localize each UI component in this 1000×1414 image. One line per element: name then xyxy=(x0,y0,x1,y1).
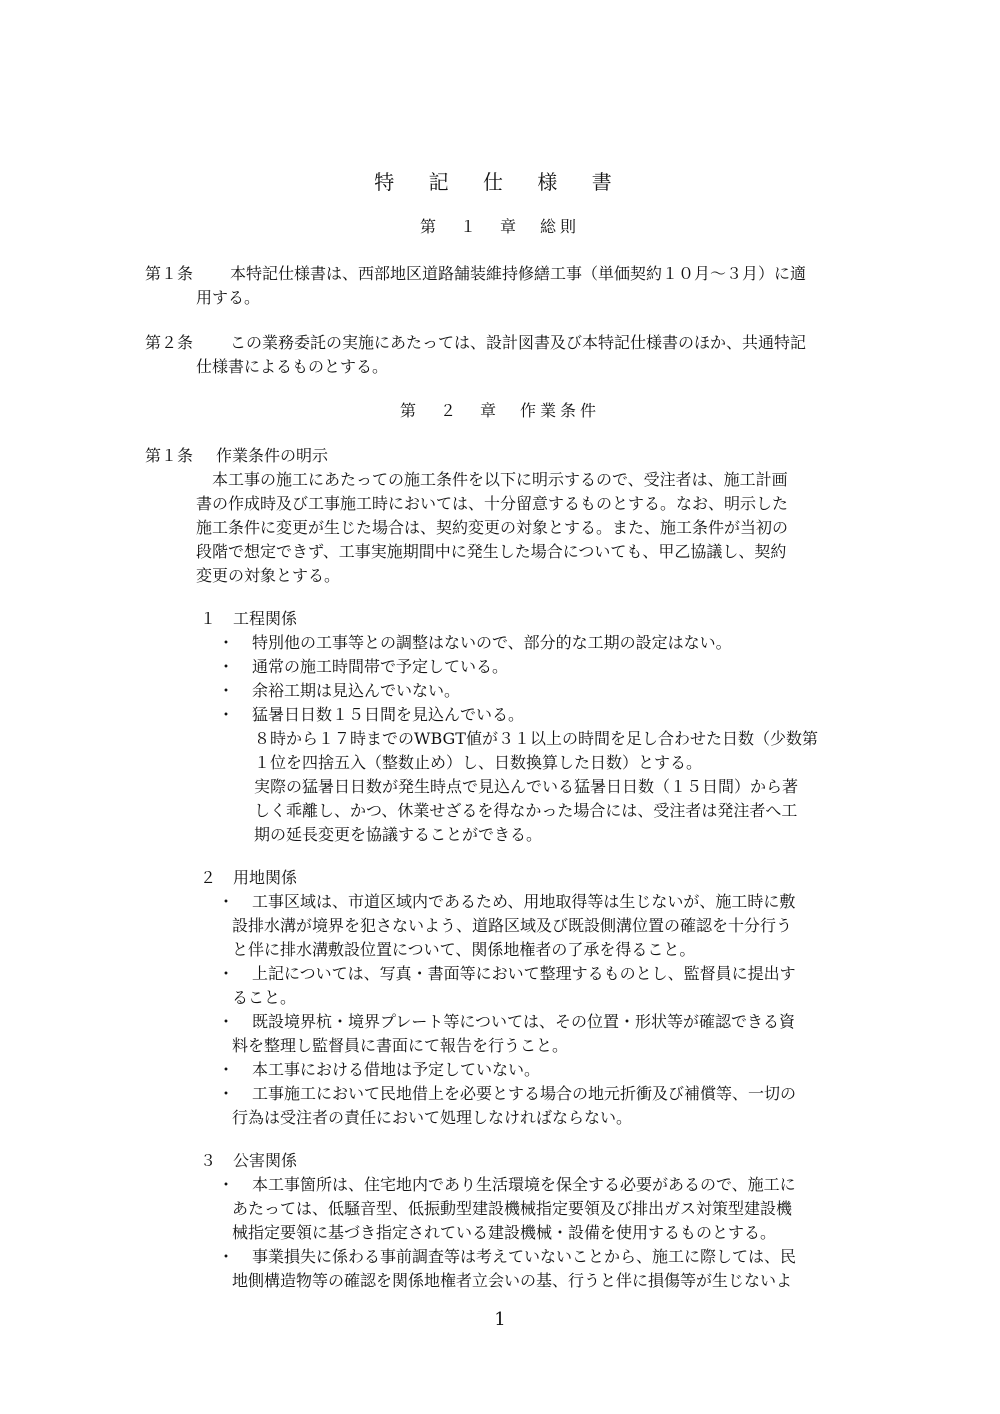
section-2-bullet-1-line: と伴に排水溝敷設位置について、関係地権者の了承を得ること。 xyxy=(232,940,696,959)
ch2-article-1-title: 作業条件の明示 xyxy=(216,446,329,465)
section-2-bullet-4-line: 本工事における借地は予定していない。 xyxy=(252,1060,541,1079)
ch2-article-1-label: 第１条 xyxy=(145,446,194,465)
section-2-bullet-2-line: 上記については、写真・書面等において整理するものとし、監督員に提出す xyxy=(252,964,796,983)
bullet-mark: ・ xyxy=(218,657,235,676)
bullet-mark: ・ xyxy=(218,1012,235,1031)
section-2-number: ２ xyxy=(200,868,217,887)
section-3-number: ３ xyxy=(200,1151,217,1170)
ch1-article-2-line-2: 仕様書によるものとする。 xyxy=(196,357,389,376)
section-1-bullet: 通常の施工時間帯で予定している。 xyxy=(252,657,509,676)
section-2-title: 用地関係 xyxy=(233,868,298,887)
ch1-article-2-label: 第２条 xyxy=(145,333,194,352)
section-2-bullet-5-line: 工事施工において民地借上を必要とする場合の地元折衝及び補償等、一切の xyxy=(252,1084,797,1103)
section-1-subtext-line: しく乖離し、かつ、休業せざるを得なかった場合には、受注者は発注者へ工 xyxy=(254,801,798,820)
section-3-bullet-2-line: 事業損失に係わる事前調査等は考えていないことから、施工に際しては、民 xyxy=(252,1247,797,1266)
chapter-1-heading: 第 １ 章 総則 xyxy=(419,217,580,236)
section-1-subtext-line: 期の延長変更を協議することができる。 xyxy=(254,825,543,844)
section-3-bullet-2-line: 地側構造物等の確認を関係地権者立会いの基、行うと伴に損傷等が生じないよ xyxy=(232,1271,793,1290)
section-1-number: １ xyxy=(200,609,217,628)
bullet-mark: ・ xyxy=(218,633,235,652)
section-3-bullet-1-line: 械指定要領に基づき指定されている建設機械・設備を使用するものとする。 xyxy=(232,1223,777,1242)
section-1-subtext-line: １位を四捨五入（整数止め）し、日数換算した日数）とする。 xyxy=(254,753,703,772)
bullet-mark: ・ xyxy=(218,1084,235,1103)
ch2-article-1-para-line: 変更の対象とする。 xyxy=(196,566,341,585)
ch2-article-1-para-line: 段階で想定できず、工事実施期間中に発生した場合についても、甲乙協議し、契約 xyxy=(196,542,787,561)
ch1-article-1-line-1: 本特記仕様書は、西部地区道路舗装維持修繕工事（単価契約１０月～３月）に適 xyxy=(230,264,807,283)
section-2-bullet-2-line: ること。 xyxy=(232,988,297,1007)
section-2-bullet-1-line: 設排水溝が境界を犯さないよう、道路区域及び既設側溝位置の確認を十分行う xyxy=(232,916,793,935)
ch2-article-1-para-line: 書の作成時及び工事施工時においては、十分留意するものとする。なお、明示した xyxy=(196,494,789,513)
section-1-title: 工程関係 xyxy=(233,609,298,628)
bullet-mark: ・ xyxy=(218,892,235,911)
section-2-bullet-5-line: 行為は受注者の責任において処理しなければならない。 xyxy=(232,1108,633,1127)
ch1-article-1-line-2: 用する。 xyxy=(196,288,261,307)
section-1-subtext-line: 実際の猛暑日日数が発生時点で見込んでいる猛暑日日数（１５日間）から著 xyxy=(254,777,799,796)
section-3-bullet-1-line: あたっては、低騒音型、低振動型建設機械指定要領及び排出ガス対策型建設機 xyxy=(232,1199,793,1218)
bullet-mark: ・ xyxy=(218,681,235,700)
bullet-mark: ・ xyxy=(218,964,235,983)
document-title: 特 記 仕 様 書 xyxy=(374,170,626,194)
section-2-bullet-3-line: 既設境界杭・境界プレート等については、その位置・形状等が確認できる資 xyxy=(252,1012,796,1031)
section-1-bullet: 特別他の工事等との調整はないので、部分的な工期の設定はない。 xyxy=(252,633,732,652)
ch1-article-2-line-1: この業務委託の実施にあたっては、設計図書及び本特記仕様書のほか、共通特記 xyxy=(230,333,807,352)
section-2-bullet-3-line: 料を整理し監督員に書面にて報告を行うこと。 xyxy=(232,1036,569,1055)
section-1-subtext-line: ８時から１７時までのWBGT値が３１以上の時間を足し合わせた日数（少数第 xyxy=(254,729,818,748)
bullet-mark: ・ xyxy=(218,1247,235,1266)
bullet-mark: ・ xyxy=(218,705,235,724)
section-3-title: 公害関係 xyxy=(233,1151,298,1170)
page-number: 1 xyxy=(494,1309,506,1330)
bullet-mark: ・ xyxy=(218,1175,235,1194)
ch1-article-1-label: 第１条 xyxy=(145,264,194,283)
ch2-article-1-para-line: 本工事の施工にあたっての施工条件を以下に明示するので、受注者は、施工計画 xyxy=(196,470,788,489)
section-1-bullet: 余裕工期は見込んでいない。 xyxy=(252,681,461,700)
ch2-article-1-para-line: 施工条件に変更が生じた場合は、契約変更の対象とする。また、施工条件が当初の xyxy=(196,518,789,537)
bullet-mark: ・ xyxy=(218,1060,235,1079)
chapter-2-heading: 第 ２ 章 作業条件 xyxy=(399,401,600,420)
section-1-bullet: 猛暑日日数１５日間を見込んでいる。 xyxy=(252,705,525,724)
section-3-bullet-1-line: 本工事箇所は、住宅地内であり生活環境を保全する必要があるので、施工に xyxy=(252,1175,796,1194)
section-2-bullet-1-line: 工事区域は、市道区域内であるため、用地取得等は生じないが、施工時に敷 xyxy=(252,892,796,911)
